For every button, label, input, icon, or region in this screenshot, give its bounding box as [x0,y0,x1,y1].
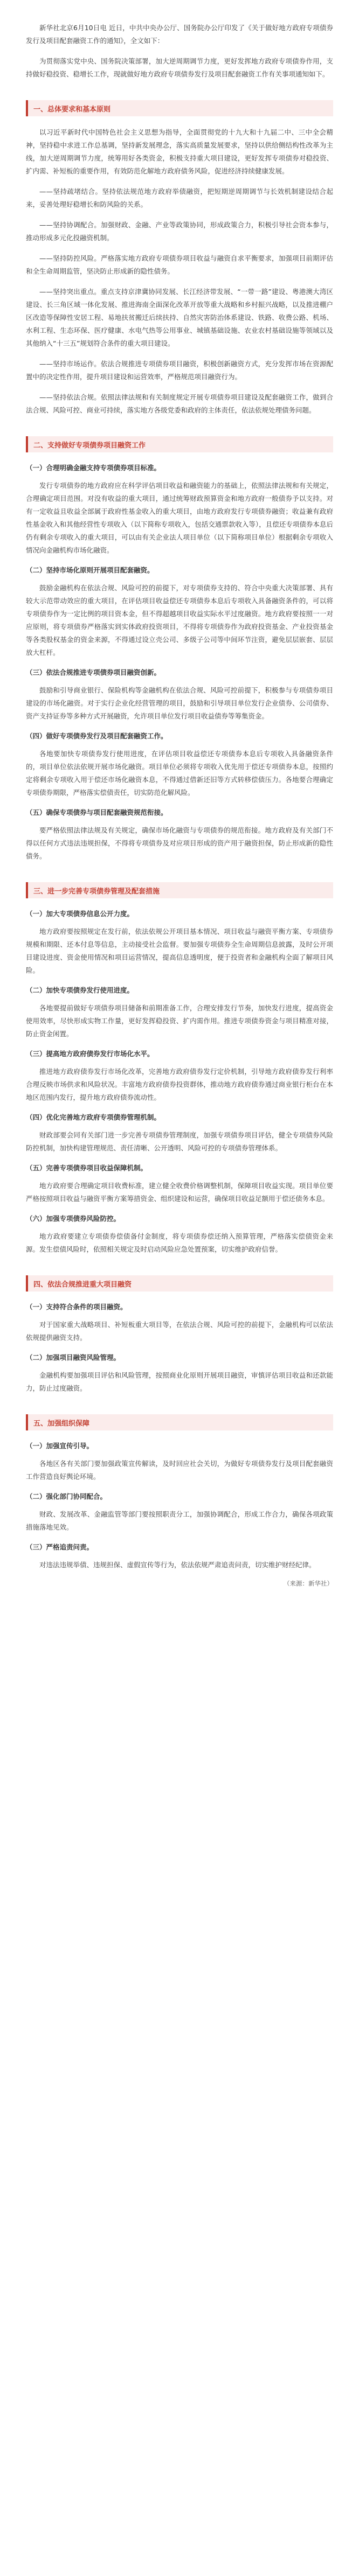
subheading: （四）优化完善地方政府专项债券管理机制。 [26,1113,161,1121]
intro-paragraph-1: 新华社北京6月10日电 近日，中共中央办公厅、国务院办公厅印发了《关于做好地方政府专项债券发行及项目配套融资工作的通知》，全文如下： [26,24,333,45]
paragraph: ——坚持突出重点。重点支持京津冀协同发展、长江经济带发展、“一带一路”建设、粤港澳大湾区建设、长三角区域一体化发展、推进海南全面深化改革开放等重大战略和乡村振兴战略，以及推进棚户区改造等保障性安居工程、易地扶贫搬迁后续扶持、自然灾害防治体系建设、铁路、收费公路、机场、水利工程、生态环保、医疗健康、水电气热等公用事业、城镇基础设施、农业农村基础设施等领域以及其他纳入“十三五”规划符合条件的重大项目建设。 [26,288,333,347]
subheading: （六）加强专项债券风险防控。 [26,1214,121,1223]
paragraph: 各地区各有关部门要加强政策宣传解读，及时回应社会关切，为做好专项债券发行及项目配套融资工作营造良好舆论环境。 [26,1460,333,1481]
subheading: （二）加强项目融资风险管理。 [26,1353,121,1362]
paragraph: ——坚持市场运作。依法合规推进专项债券项目融资，积极创新融资方式，充分发挥市场在资源配置中的决定性作用，提升项目建设和运营效率，严格规范项目融资行为。 [26,360,333,381]
subheading: （一）支持符合条件的项目融资。 [26,1303,127,1311]
section-heading-text: 五、加强组织保障 [33,1419,90,1428]
section-heading [26,882,333,898]
paragraph: 推进地方政府债券发行市场化改革，完善地方政府债券发行定价机制，引导地方政府债券发行利率合理反映市场供求和风险状况。丰富地方政府债券投资群体，推动地方政府债券通过商业银行柜台在本地区范围内发行，提升地方政府债券流动性。 [26,1067,333,1101]
subheading: （一）加大专项债券信息公开力度。 [26,910,134,918]
paragraph: ——坚持依法合规。依照法律法规和有关制度规定开展专项债券项目建设及配套融资工作，做到合法合规、风险可控、商业可持续，落实地方各级党委和政府的主体责任，依法依规处理债务问题。 [26,393,333,414]
subheading: （一）合理明确金融支持专项债券项目标准。 [26,464,161,472]
paragraph: 鼓励金融机构在依法合规、风险可控的前提下，对专项债券支持的、符合中央重大决策部署、具有较大示范带动效应的重大项目，在评估项目收益偿还专项债券本息后专项收入具备融资条件的，可以将专项债券作为一定比例的项目资本金，但不得超越项目收益实际水平过度融资。地方政府要按照一一对应原则，将专项债券严格落实到实体政府投资项目，不得将专项债券作为政府投资基金、产业投资基金等各类股权基金的资金来源，不得通过设立壳公司、多级子公司等中间环节注资，避免层层嵌套、层层放大杠杆。 [26,584,333,657]
paragraph: ——坚持防控风险。严格落实地方政府专项债券项目收益与融资自求平衡要求，加强项目前期评估和全生命周期监管，坚决防止形成新的隐性债务。 [26,254,333,275]
section-5 [26,1414,333,1572]
subheading: （一）加强宣传引导。 [26,1442,94,1450]
paragraph: 对违法违规举债、违规担保、虚假宣传等行为，依法依规严肃追责问责，切实维护财经纪律。 [39,1561,316,1569]
subheading: （五）完善专项债券项目收益保障机制。 [26,1164,148,1172]
subheading: （三）提高地方政府债券发行市场化水平。 [26,1050,154,1058]
paragraph: 金融机构要加强项目评估和风险管理，按照商业化原则开展项目融资，审慎评估项目收益和还款能力，防止过度融资。 [26,1371,333,1392]
subheading: （二）加快专项债券发行使用进度。 [26,986,134,994]
paragraph: 鼓励和引导商业银行、保险机构等金融机构在依法合规、风险可控前提下，积极参与专项债券项目建设的市场化融资。对于实行企业化经营管理的项目，鼓励和引导项目单位发行企业债券、公司债券、资产支持证券等多种方式开展融资，允许项目单位发行项目收益债券等筹集资金。 [26,686,333,720]
intro-paragraph-2: 为贯彻落实党中央、国务院决策部署，加大逆周期调节力度，更好发挥地方政府专项债券作用，支持做好稳投资、稳增长工作，现就做好地方政府专项债券发行及项目配套融资工作有关事项通知如下。 [26,57,333,78]
section-4 [26,1275,333,1395]
paragraph: ——坚持协调配合。加强财政、金融、产业等政策协同，形成政策合力，积极引导社会资本参与，推动形成多元化投融资机制。 [26,221,333,242]
section-heading [26,1275,333,1292]
section-heading-text: 二、支持做好专项债券项目融资工作 [33,441,146,450]
paragraph: 对于国家重大战略项目、补短板重大项目等，在依法合规、风险可控的前提下，金融机构可以依法依规提供融资支持。 [26,1321,333,1342]
paragraph: 发行专项债券的地方政府应在科学评估项目收益和融资能力的基础上，依照法律法规和有关规定，合理确定项目范围。对没有收益的重大项目，通过统筹财政预算资金和地方政府一般债券予以支持。对有一定收益且收益全部属于政府性基金收入的重大项目，由地方政府发行专项债券融资；收益兼有政府性基金收入和其他经营性专项收入（以下简称专项收入，包括交通票款收入等），且偿还专项债券本息后仍有剩余专项收入的重大项目，可以由有关企业法人项目单位（以下简称项目单位）根据剩余专项收入情况向金融机构市场化融资。 [26,481,333,554]
subheading: （四）做好专项债券发行及项目配套融资工作。 [26,732,168,740]
section-3 [26,882,333,1256]
section-1 [26,100,333,417]
paragraph: 各地要提前做好专项债券项目储备和前期准备工作，合理安排发行节奏，加快发行进度，提高资金使用效率，尽快形成实物工作量，更好发挥稳投资、扩内需作用。推进专项债券资金与项目精准对接，防止资金闲置。 [26,1004,333,1038]
section-heading [26,100,333,116]
source-note: （来源：新华社） [284,1580,333,1587]
paragraph: 财政、发展改革、金融监管等部门要按照职责分工，加强协调配合，形成工作合力，确保各项政策措施落地见效。 [26,1510,333,1531]
paragraph: 地方政府要合理确定项目收费标准，建立健全收费价格调整机制，保障项目收益实现。项目单位要严格按照项目收益与融资平衡方案筹措资金、组织建设和运营，确保项目收益足额用于偿还债务本息。 [26,1182,333,1203]
subheading: （三）严格追责问责。 [26,1543,94,1551]
subheading: （三）依法合规推进专项债券项目融资创新。 [26,668,161,676]
section-heading-text: 一、总体要求和基本原则 [33,105,111,114]
section-heading [26,1414,333,1430]
article-sections [26,100,333,1572]
section-heading [26,436,333,452]
subheading: （五）确保专项债券与项目配套融资规范衔接。 [26,808,168,816]
paragraph: ——坚持疏堵结合。坚持依法规范地方政府举债融资，把短期逆周期调节与长效机制建设结合起来，妥善处理好稳增长和防风险的关系。 [26,187,333,208]
subheading: （二）强化部门协同配合。 [26,1492,107,1500]
subheading: （二）坚持市场化原则开展项目配套融资。 [26,566,154,574]
paragraph: 要严格依照法律法规及有关规定，确保市场化融资与专项债券的规范衔接。地方政府及有关部门不得以任何方式违法违规担保，不得将专项债券及对应项目形成的资产用于融资担保，防止形成新的隐性债务。 [26,826,333,860]
paragraph: 各地要加快专项债券发行使用进度，在评估项目收益偿还专项债券本息后专项收入具备融资条件的，项目单位依法依规开展市场化融资。项目单位必须将专项收入优先用于偿还专项债券本息，按照约定将剩余专项收入用于偿还市场化融资本息，不得通过借新还旧等方式转移偿债压力。各地要合理确定专项债券期限，严格落实偿债责任，切实防范化解风险。 [26,750,333,797]
paragraph: 以习近平新时代中国特色社会主义思想为指导，全面贯彻党的十九大和十九届二中、三中全会精神，坚持稳中求进工作总基调，坚持新发展理念，落实高质量发展要求，坚持以供给侧结构性改革为主线，加大逆周期调节力度，统筹用好各类资金，积极支持重大项目建设，更好发挥专项债券对稳投资、扩内需、补短板的重要作用，有效防范化解地方政府债务风险，促进经济持续健康发展。 [26,128,333,175]
section-heading-text: 四、依法合规推进重大项目融资 [33,1280,132,1289]
section-heading-text: 三、进一步完善专项债券管理及配套措施 [33,887,160,896]
paragraph: 财政部要会同有关部门进一步完善专项债券管理制度，加强专项债券项目评估，健全专项债券风险防控机制，加快构建管理规范、责任清晰、公开透明、风险可控的专项债券管理体系。 [26,1131,333,1152]
intro [26,22,333,81]
paragraph: 地方政府要按照规定在发行前，依法依规公开项目基本情况、项目收益与融资平衡方案、专项债券规模和期限、还本付息等信息，主动接受社会监督。要加强专项债券全生命周期信息披露，及时公开项目建设进度、资金使用情况和项目运营情况，提高信息透明度，便于投资者和金融机构全面了解项目风险。 [26,927,333,974]
section-2 [26,436,333,863]
paragraph: 地方政府要建立专项债券偿债备付金制度，将专项债券偿还纳入预算管理，严格落实偿债资金来源。发生偿债风险时，依照相关规定及时启动风险应急处置预案，切实维护政府信誉。 [26,1232,333,1253]
